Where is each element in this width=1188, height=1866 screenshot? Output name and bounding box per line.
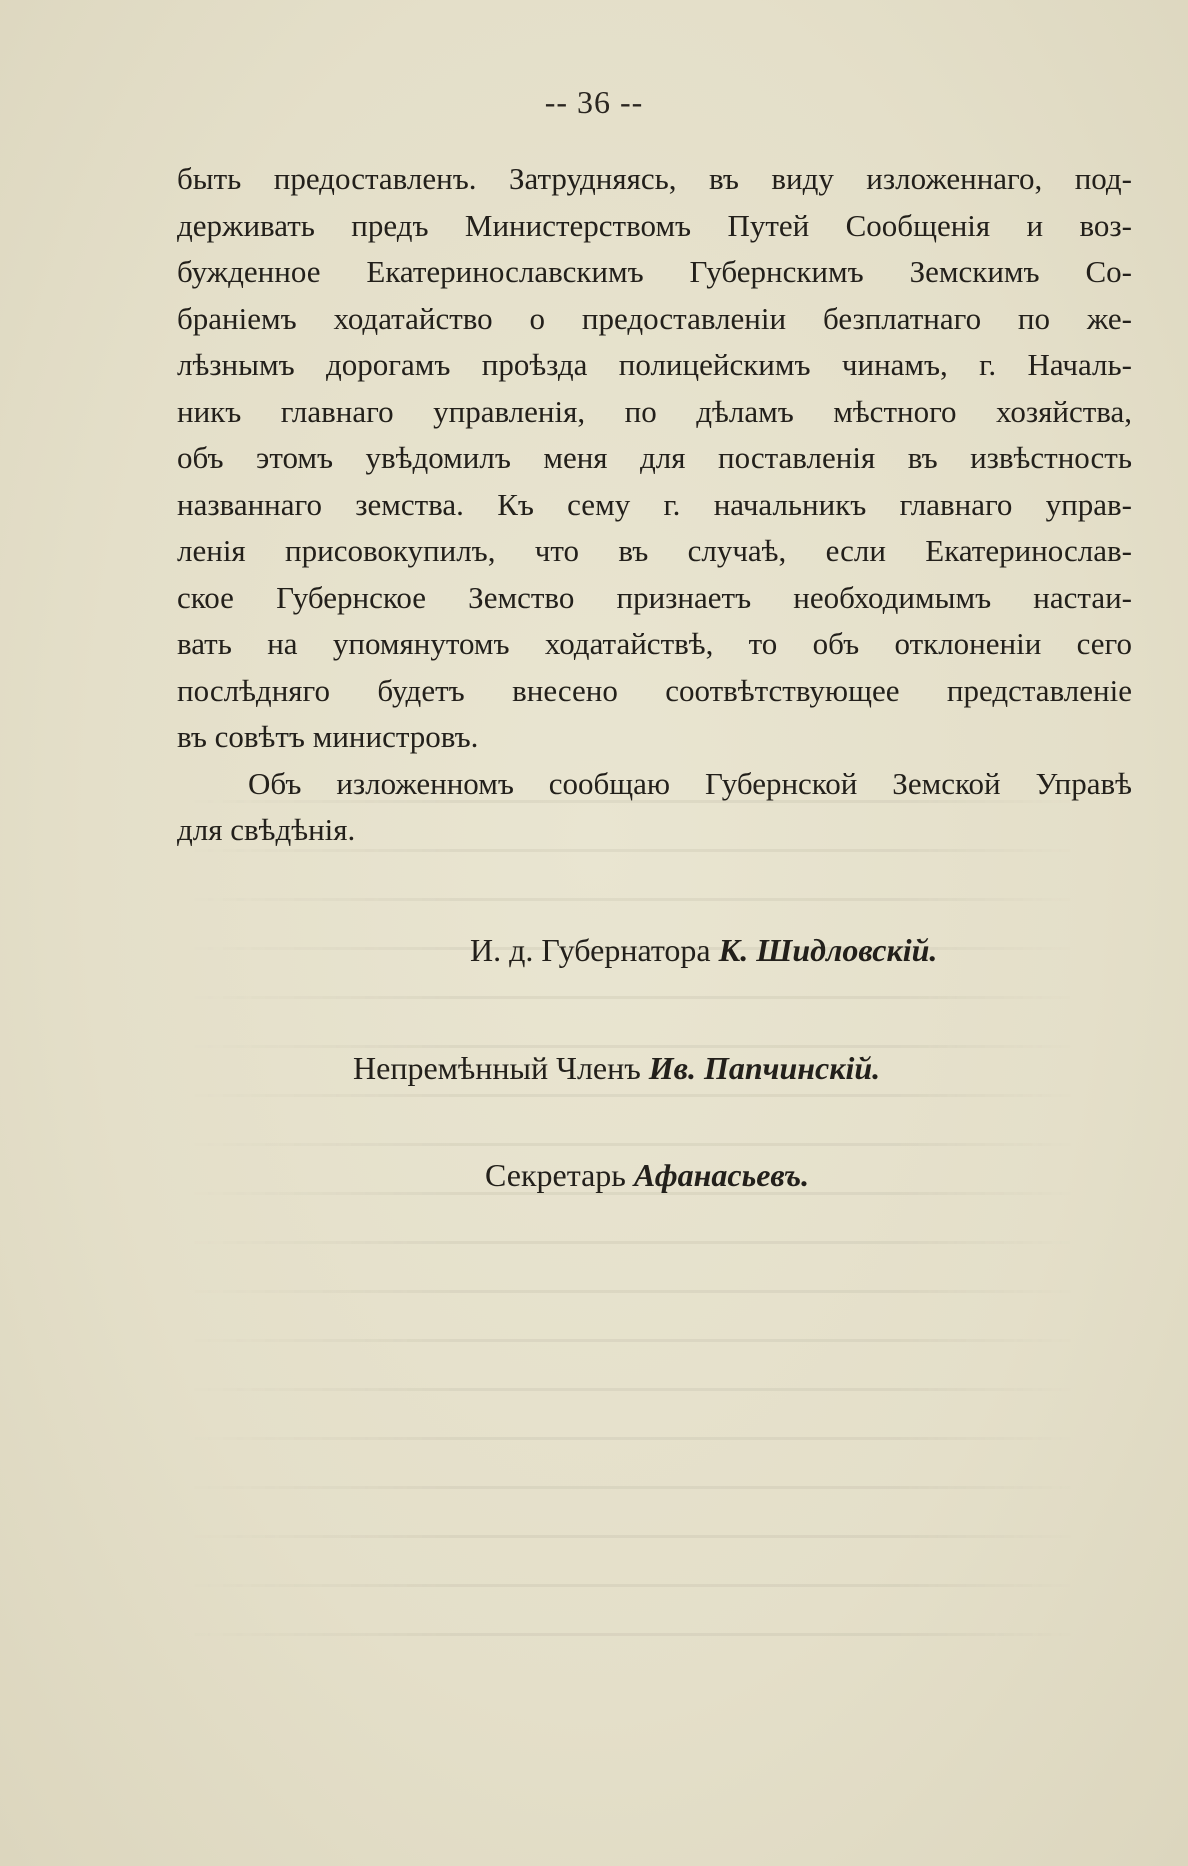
text-line: бужденное Екатеринославскимъ Губернскимъ Земскимъ Со- (177, 254, 1132, 289)
text-line: ское Губернское Земство признаетъ необходимымъ настаи- (177, 579, 1132, 615)
text-line: объ этомъ увѣдомилъ меня для поставленія въ извѣстность (177, 440, 1132, 475)
text-line: вать на упомянутомъ ходатайствѣ, то объ отклоненіи сего (177, 626, 1132, 661)
signature-governor (470, 932, 937, 969)
bleed-through-texture (180, 770, 1080, 1670)
signature-title: Секретарь (485, 1157, 626, 1193)
signature-name: Ив. Папчинскій. (648, 1050, 881, 1086)
text-line: браніемъ ходатайство о предоставленіи безплатнаго по же- (177, 300, 1132, 336)
text-line: названнаго земства. Къ сему г. начальникъ главнаго управ- (177, 486, 1132, 522)
signature-title: Непремѣнный Членъ (353, 1050, 641, 1086)
signature-name: Афанасьевъ. (633, 1157, 810, 1193)
signature-secretary (485, 1157, 809, 1194)
text-line: послѣдняго будетъ внесено соотвѣтствующее представленіе (177, 672, 1132, 708)
text-line: лѣзнымъ дорогамъ проѣзда полицейскимъ чинамъ, г. Началь- (177, 347, 1132, 382)
signature-title: И. д. Губернатора (470, 932, 711, 968)
text-line: ленія присовокупилъ, что въ случаѣ, если Екатеринослав- (177, 533, 1132, 568)
text-line: въ совѣтъ министровъ. (177, 719, 479, 754)
text-line: никъ главнаго управленія, по дѣламъ мѣстного хозяйства, (177, 393, 1132, 429)
text-line: быть предоставленъ. Затрудняясь, въ виду изложеннаго, под- (177, 161, 1132, 196)
signature-name: К. Шидловскій. (718, 932, 938, 968)
text-line: для свѣдѣнія. (177, 812, 356, 847)
text-line: Объ изложенномъ сообщаю Губернской Земской Управѣ (248, 765, 1132, 801)
signature-member (353, 1050, 880, 1087)
text-line: держивать предъ Министерствомъ Путей Сообщенія и воз- (177, 207, 1132, 243)
page-number: -- 36 -- (544, 84, 644, 120)
body-text (177, 156, 1132, 854)
paragraph-1 (177, 156, 1132, 761)
paragraph-2 (177, 761, 1132, 854)
